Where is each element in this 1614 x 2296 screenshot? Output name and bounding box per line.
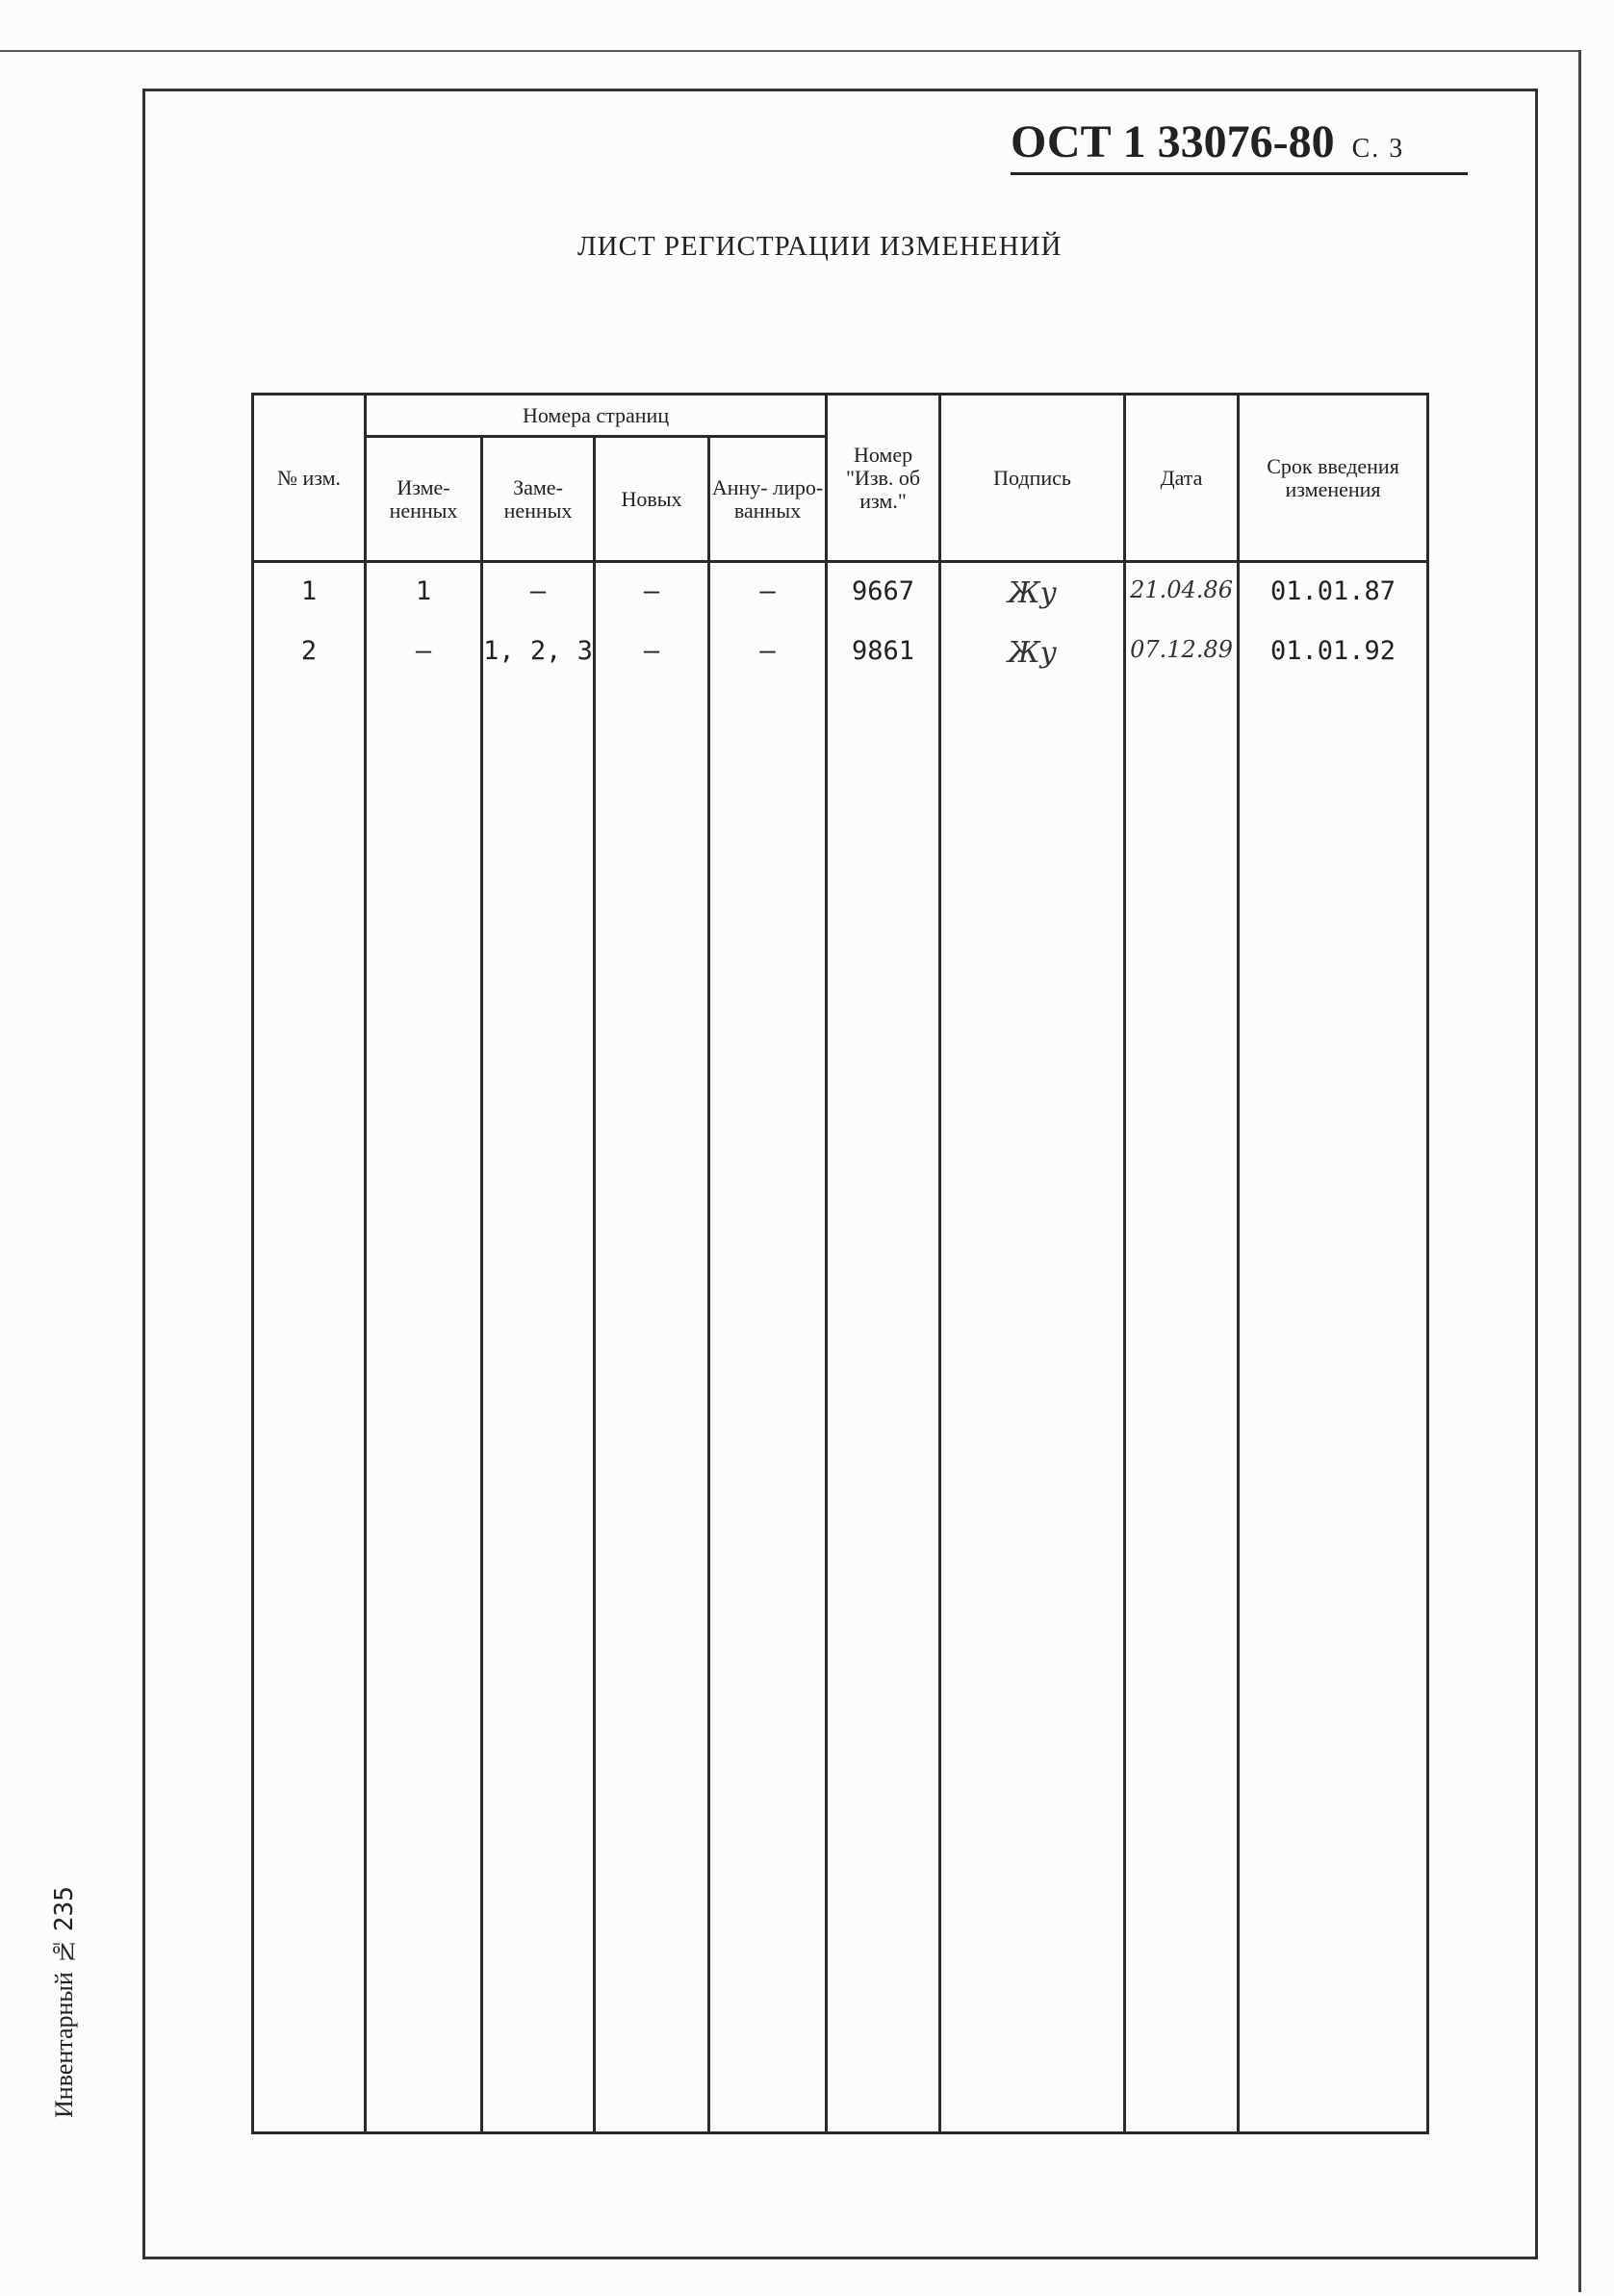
header-page-numbers: Номера страниц xyxy=(366,395,827,437)
empty-cell xyxy=(940,682,1125,2133)
empty-cell xyxy=(595,682,709,2133)
cell-date: 21.04.86 xyxy=(1125,562,1239,624)
cell-effective-date: 01.01.92 xyxy=(1239,623,1428,682)
empty-cell xyxy=(827,682,940,2133)
document-code: ОСТ 1 33076-80 xyxy=(1011,116,1335,167)
header-new: Новых xyxy=(595,437,709,562)
empty-cell xyxy=(366,682,482,2133)
table-row xyxy=(253,562,1428,624)
empty-cell xyxy=(482,682,595,2133)
cell-changed: – xyxy=(366,623,482,682)
cell-date: 07.12.89 xyxy=(1125,623,1239,682)
page-number: С. 3 xyxy=(1351,134,1405,164)
cell-new: – xyxy=(595,623,709,682)
header-signature: Подпись xyxy=(940,395,1125,562)
header-effective-date: Срок введения изменения xyxy=(1239,395,1428,562)
empty-cell xyxy=(709,682,827,2133)
header-change-no: № изм. xyxy=(253,395,366,562)
cell-replaced: 1, 2, 3 xyxy=(482,623,595,682)
inventory-label: Инвентарный № xyxy=(50,1937,78,2118)
cell-notice-no: 9667 xyxy=(827,562,940,624)
cell-notice-no: 9861 xyxy=(827,623,940,682)
empty-cell xyxy=(253,682,366,2133)
table-row xyxy=(253,623,1428,682)
change-registration-table xyxy=(251,393,1429,2134)
right-edge-rule xyxy=(1578,50,1581,2292)
inventory-number: 235 xyxy=(50,1886,79,1931)
header-date: Дата xyxy=(1125,395,1239,562)
cell-replaced: – xyxy=(482,562,595,624)
header-changed: Изме- ненных xyxy=(366,437,482,562)
cell-change-no: 1 xyxy=(253,562,366,624)
document-code-header xyxy=(1011,115,1468,175)
cell-effective-date: 01.01.87 xyxy=(1239,562,1428,624)
empty-cell xyxy=(1125,682,1239,2133)
cell-signature: Жу xyxy=(940,562,1125,624)
cell-cancelled: – xyxy=(709,562,827,624)
table-empty-space xyxy=(253,682,1428,2133)
header-replaced: Заме- ненных xyxy=(482,437,595,562)
cell-new: – xyxy=(595,562,709,624)
header-cancelled: Анну- лиро- ванных xyxy=(709,437,827,562)
top-edge-rule xyxy=(0,50,1578,52)
cell-changed: 1 xyxy=(366,562,482,624)
inventory-number-label xyxy=(46,1886,83,2175)
cell-cancelled: – xyxy=(709,623,827,682)
empty-cell xyxy=(1239,682,1428,2133)
cell-signature: Жу xyxy=(940,623,1125,682)
cell-change-no: 2 xyxy=(253,623,366,682)
sheet-title: ЛИСТ РЕГИСТРАЦИИ ИЗМЕНЕНИЙ xyxy=(577,231,1063,262)
header-notice-no: Номер "Изв. об изм." xyxy=(827,395,940,562)
